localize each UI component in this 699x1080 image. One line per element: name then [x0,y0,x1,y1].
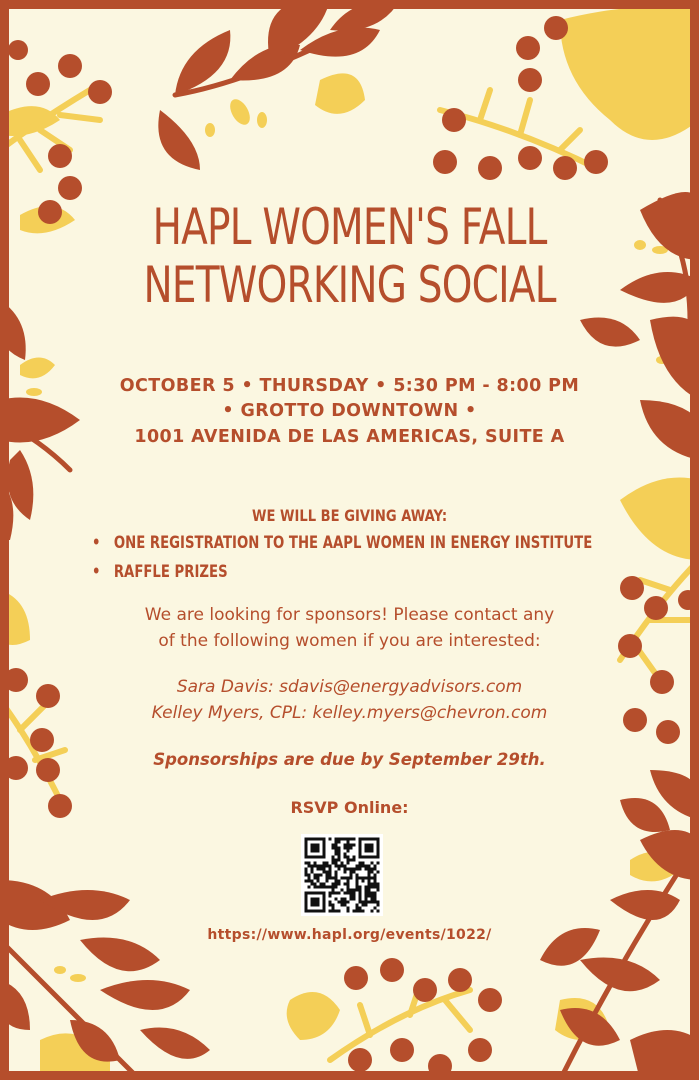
title-line-1: HAPL WOMEN'S FALL [152,198,547,256]
qr-code-icon[interactable] [301,834,383,916]
giveaway-list [92,529,592,587]
rsvp-label: RSVP Online: [290,798,409,817]
giveaway-item: • ONE REGISTRATION TO THE AAPL WOMEN IN ENERGY INSTITUTE [92,529,592,558]
sponsor-line: of the following women if you are interested: [158,630,541,651]
event-venue: • GROTTO DOWNTOWN • [222,401,477,422]
title-line-2: NETWORKING SOCIAL [143,256,556,314]
rsvp-url-link[interactable]: https://www.hapl.org/events/1022/ [207,927,492,943]
event-address: 1001 AVENIDA DE LAS AMERICAS, SUITE A [134,426,565,447]
giveaway-item: • RAFFLE PRIZES [92,558,592,587]
event-title [77,198,622,314]
sponsor-line: We are looking for sponsors! Please contact any [144,605,555,625]
event-details [0,374,699,450]
event-date-time: OCTOBER 5 • THURSDAY • 5:30 PM - 8:00 PM [119,376,580,396]
contact-list [0,674,699,727]
giveaway-heading: WE WILL BE GIVING AWAY: [252,506,448,525]
contact-sara-davis[interactable]: Sara Davis: sdavis@energyadvisors.com [176,677,523,697]
contact-kelley-myers[interactable]: Kelley Myers, CPL: kelley.myers@chevron.com [151,703,548,724]
sponsor-request [0,603,699,654]
sponsorship-deadline: Sponsorships are due by September 29th. [153,750,546,769]
